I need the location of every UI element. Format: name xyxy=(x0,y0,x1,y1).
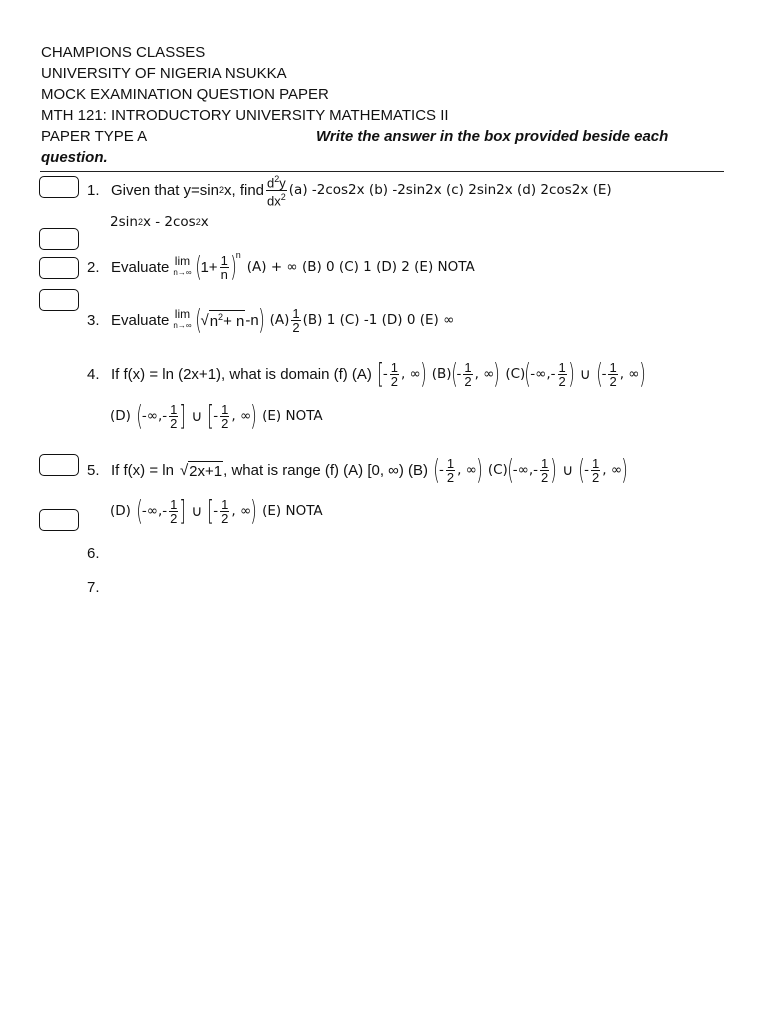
denominator: 2 xyxy=(292,319,300,335)
question-text: Evaluate xyxy=(111,311,170,329)
numerator: 1 xyxy=(170,401,178,417)
option-text: , ∞ xyxy=(231,408,252,424)
instruction-continued: question. xyxy=(41,149,108,166)
answer-box-6[interactable] xyxy=(39,509,79,531)
question-4-continued: (D) ( -∞,- $\frac{1}{2}$ ] ∪ [ - $\frac{1}{2}$ , ∞ ) (E) NOTA xyxy=(110,399,323,432)
denominator: 2 xyxy=(464,373,472,389)
limit xyxy=(173,256,191,278)
question-number: 3. xyxy=(87,311,100,329)
denominator: 2 xyxy=(390,373,398,389)
question-7-number: 7. xyxy=(87,579,100,596)
numerator: 1 xyxy=(221,401,229,417)
superscript: 2 xyxy=(218,185,224,195)
option-label: (C) xyxy=(487,462,508,478)
denominator: n xyxy=(220,266,228,282)
numerator: 1 xyxy=(541,455,549,471)
question-text: x, find xyxy=(224,181,265,199)
university-name: UNIVERSITY OF NIGERIA NSUKKA xyxy=(41,65,287,82)
question-2: 2. Evaluate lim n→∞ ( 1+ $\frac{1}{n}$ ) n (A) + ∞ (B) 0 (C) 1 (D) 2 (E) NOTA xyxy=(87,250,475,283)
superscript: 2 xyxy=(274,174,280,185)
numerator: 1 xyxy=(609,359,617,375)
expression: -n xyxy=(245,311,259,329)
option-text: , ∞ xyxy=(474,366,495,382)
superscript: 2 xyxy=(280,191,286,202)
fraction xyxy=(463,361,472,388)
fraction xyxy=(558,361,567,388)
square-root: √ 2x+1 xyxy=(179,461,223,480)
option-text: (E) NOTA xyxy=(262,408,323,424)
denominator: 2 xyxy=(170,510,178,526)
numerator: 1 xyxy=(170,496,178,512)
header-divider xyxy=(40,171,724,172)
fraction xyxy=(220,403,229,430)
numerator: 1 xyxy=(220,252,228,268)
option-text: 2sin xyxy=(110,214,138,230)
question-1-continued xyxy=(110,214,209,230)
denominator: 2 xyxy=(221,510,229,526)
option-label: (D) xyxy=(110,503,131,519)
option-text: -∞,- xyxy=(141,503,168,519)
question-5: 5. If f(x) = ln √ 2x+1 , what is range (f) (A) [0, ∞) (B) ( - $\frac{1}{2}$ , ∞ ) (C) ( -∞,- $\frac{1}{2}$ ) ∪ ( - $\frac{1}{2}$ , ∞ ) xyxy=(87,453,628,486)
answer-box-4[interactable] xyxy=(39,289,79,311)
exponent: n xyxy=(235,250,241,260)
radicand: n xyxy=(209,313,219,330)
option-label: (B) xyxy=(431,366,452,382)
paper-title: MOCK EXAMINATION QUESTION PAPER xyxy=(41,86,329,103)
denominator: 2 xyxy=(446,469,455,485)
question-text: Given that y=sin xyxy=(111,181,219,199)
answer-box-3[interactable] xyxy=(39,257,79,279)
denominator: 2 xyxy=(558,373,566,389)
question-number: 4. xyxy=(87,365,100,383)
option-text: x xyxy=(200,214,209,230)
question-text: If f(x) = ln (2x+1), what is domain (f) (A) xyxy=(111,365,372,383)
instruction: Write the answer in the box provided beside each xyxy=(316,128,669,145)
fraction xyxy=(169,498,178,525)
option-label: (D) xyxy=(110,408,131,424)
superscript: 2 xyxy=(218,312,224,322)
radicand: + n xyxy=(223,313,245,330)
numerator: 1 xyxy=(292,305,300,321)
question-5-continued: (D) ( -∞,- $\frac{1}{2}$ ] ∪ [ - $\frac{1}{2}$ , ∞ ) (E) NOTA xyxy=(110,494,323,527)
options: (B) 1 (C) -1 (D) 0 (E) ∞ xyxy=(302,312,455,328)
question-number: 1. xyxy=(87,181,100,199)
option-text: , ∞ xyxy=(619,366,640,382)
answer-box-5[interactable] xyxy=(39,454,79,476)
denominator: 2 xyxy=(541,469,549,485)
fraction xyxy=(540,457,549,484)
option-text: (E) NOTA xyxy=(262,503,323,519)
option-text: , ∞ xyxy=(457,462,477,478)
fraction xyxy=(608,361,617,388)
answer-box-2[interactable] xyxy=(39,228,79,250)
options: (a) -2cos2x (b) -2sin2x (c) 2sin2x (d) 2cos2x (E) xyxy=(288,182,612,198)
numerator: 1 xyxy=(221,496,229,512)
denominator: 2 xyxy=(592,469,600,485)
derivative-fraction xyxy=(266,173,287,207)
numerator: 1 xyxy=(592,455,600,471)
fraction xyxy=(169,403,178,430)
question-text: , what is range (f) (A) [0, ∞) (B) xyxy=(223,461,429,479)
denominator: 2 xyxy=(170,415,178,431)
denominator: 2 xyxy=(221,415,229,431)
square-root: √ $n^2+ n$ xyxy=(200,311,245,330)
course-title: MTH 121: INTRODUCTORY UNIVERSITY MATHEMATICS II xyxy=(41,107,449,124)
limit-label: lim xyxy=(174,254,191,268)
option-text: , ∞ xyxy=(231,503,252,519)
option-text: , ∞ xyxy=(602,462,623,478)
fraction xyxy=(591,457,600,484)
expression: 1+ xyxy=(200,258,218,276)
question-1 xyxy=(87,174,612,206)
option-text: -∞,- xyxy=(141,408,168,424)
question-3: 3. Evaluate lim n→∞ ( √ $n^2+ n$ -n ) (A) $\frac{1}{2}$ (B) 1 (C) -1 (D) 0 (E) ∞ xyxy=(87,303,455,336)
question-6-number: 6. xyxy=(87,545,100,562)
superscript: 2 xyxy=(195,217,201,227)
numerator: 1 xyxy=(390,359,398,375)
fraction xyxy=(291,307,300,334)
fraction xyxy=(390,361,399,388)
fraction xyxy=(446,457,455,484)
fraction xyxy=(220,498,229,525)
school-name: CHAMPIONS CLASSES xyxy=(41,44,206,61)
union-symbol: ∪ xyxy=(191,503,203,520)
answer-box-1[interactable] xyxy=(39,176,79,198)
option-text: , ∞ xyxy=(400,366,421,382)
option-text: -∞,- xyxy=(512,462,539,478)
options: (A) + ∞ (B) 0 (C) 1 (D) 2 (E) NOTA xyxy=(246,259,475,275)
denominator: 2 xyxy=(609,373,617,389)
union-symbol: ∪ xyxy=(562,462,574,479)
superscript: 2 xyxy=(137,217,143,227)
numerator: 1 xyxy=(446,455,455,471)
question-number: 5. xyxy=(87,461,100,479)
option-text: x - 2cos xyxy=(142,214,196,230)
limit xyxy=(173,309,191,331)
option-text: -∞,- xyxy=(530,366,556,382)
question-number: 2. xyxy=(87,258,100,276)
exam-header xyxy=(41,42,731,168)
limit-subscript: n→∞ xyxy=(173,321,192,330)
numerator: d xyxy=(267,175,275,191)
paper-type-row xyxy=(41,126,731,147)
union-symbol: ∪ xyxy=(191,408,203,425)
numerator: 1 xyxy=(558,359,566,375)
denominator: dx xyxy=(267,192,281,208)
option-label: (C) xyxy=(505,366,526,382)
question-text: If f(x) = ln xyxy=(111,461,174,479)
numerator: y xyxy=(279,175,286,191)
question-4: 4. If f(x) = ln (2x+1), what is domain (f) (A) [ - $\frac{1}{2}$ , ∞ ) (B) ( - $\frac{1}{2}$ , ∞ ) (C) ( -∞,- $\frac{1}{2}$ ) ∪ ( - $\frac{1}{2}$ , ∞ ) xyxy=(87,357,646,390)
question-text: Evaluate xyxy=(111,258,170,276)
option-label: (A) xyxy=(269,312,290,328)
limit-subscript: n→∞ xyxy=(173,268,192,277)
radicand: 2x+1 xyxy=(189,462,223,480)
numerator: 1 xyxy=(464,359,472,375)
fraction xyxy=(220,254,229,281)
union-symbol: ∪ xyxy=(579,366,591,383)
paper-type: PAPER TYPE A xyxy=(41,128,148,145)
limit-label: lim xyxy=(174,307,191,321)
